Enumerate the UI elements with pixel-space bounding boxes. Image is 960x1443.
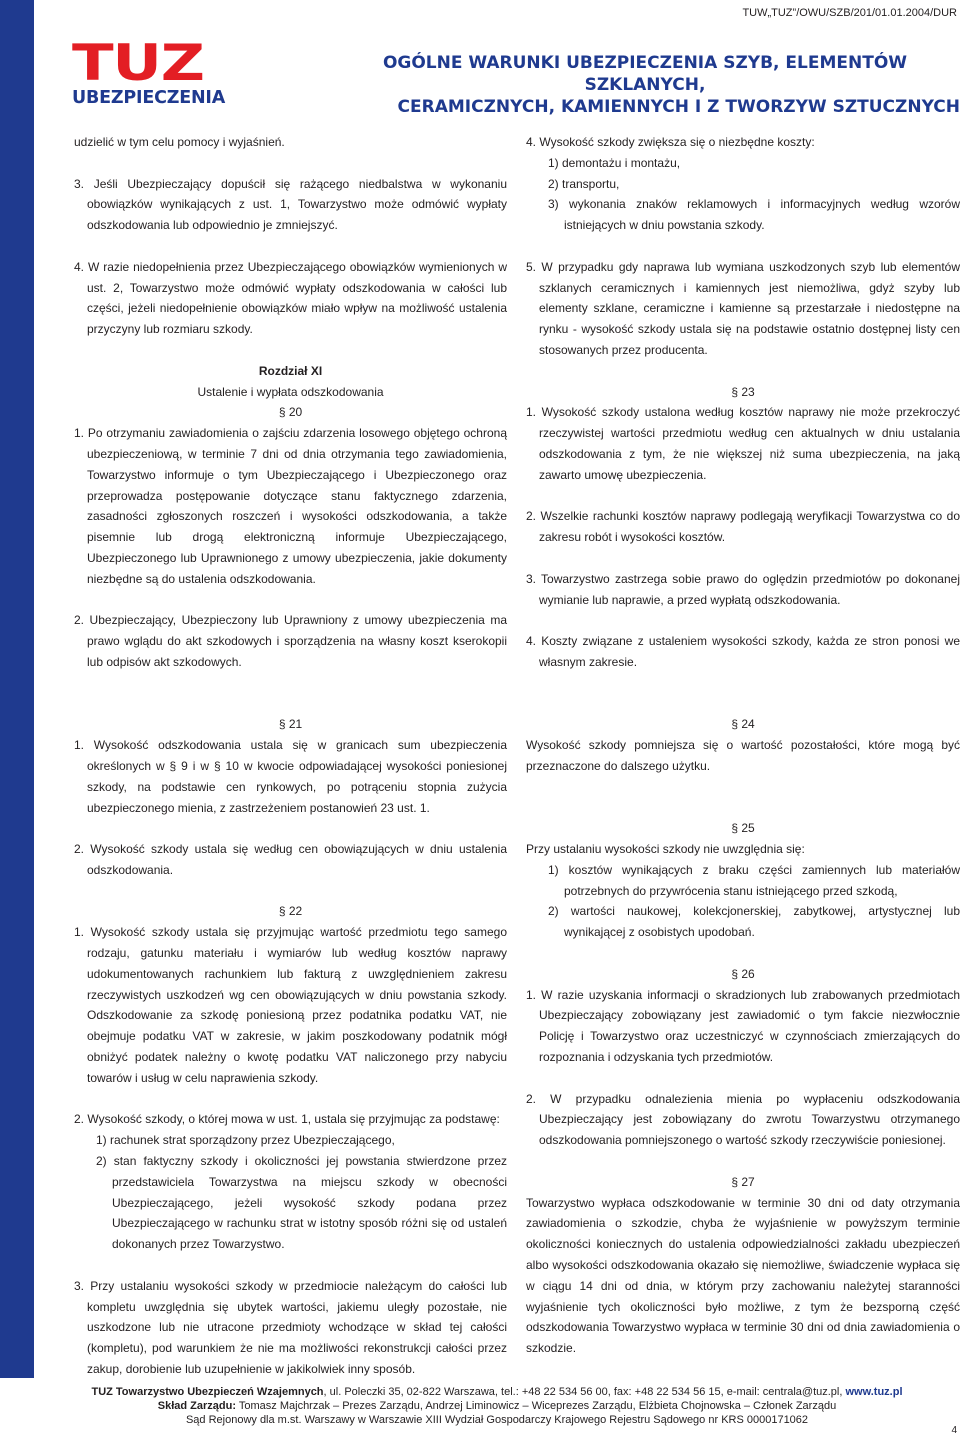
section-heading: § 21 [278, 717, 303, 732]
paragraph: 3. Jeśli Ubezpieczający dopuścił się rażącego niedbalstwa w wykonaniu obowiązków wynikających z ust. 1, Towarzystwo może odmówić wypłaty odszkodowania lub odpowiednio je zmniejszyć. [74, 176, 507, 233]
spacer [526, 486, 960, 507]
spacer [526, 361, 960, 382]
section-heading: § 27 [731, 1174, 755, 1189]
footer-board-label: Skład Zarządu: [157, 1400, 237, 1412]
spacer [74, 1089, 507, 1110]
paragraph: 1. W razie uzyskania informacji o skradzionych lub zrabowanych przedmiotach Ubezpieczający zobowiązany jest zawiadomić o tym fakcie niezwłocznie Policję i Towarzystwo oraz uczestniczyć w czynnościach zmierzających do rozpoznania i odzyskania tych przedmiotów. [526, 987, 960, 1065]
spacer [74, 236, 507, 257]
spacer [526, 694, 960, 715]
spacer [74, 590, 507, 611]
spacer [74, 694, 507, 715]
tuz-logo [72, 34, 230, 108]
section-heading: § 25 [731, 821, 755, 836]
paragraph: 5. W przypadku gdy naprawa lub wymiana uszkodzonych szyb lub elementów szklanych ceramicznych i kamiennych jest niemożliwa, gdyż szyby lub elementy szklane, ceramiczne i kamienne są przestarzałe i niedostępne na rynku - wysokość szkody ustala się na podstawie ostatnio dostępnej listy cen stosowanych przez producenta. [526, 259, 960, 357]
paragraph: udzielić w tym celu pomocy i wyjaśnień. [74, 135, 285, 149]
paragraph: 1. Wysokość szkody ustalona według kosztów naprawy nie może przekroczyć rzeczywistej wartości przedmiotu według cen aktualnych w dniu ustalania odszkodowania z tym, że nie większej niż suma ubezpieczenia, na jaką zawarto umowę ubezpieczenia. [526, 405, 960, 482]
paragraph: 4. Koszty związane z ustaleniem wysokości szkody, każda ze stron ponosi we własnym zakresie. [526, 634, 960, 669]
spacer [526, 673, 960, 694]
side-color-bar [0, 0, 34, 1378]
logo-mark: TUZ [72, 34, 204, 92]
spacer [526, 798, 960, 819]
paragraph: 1) rachunek strat sporządzony przez Ubezpieczającego, [96, 1133, 395, 1148]
paragraph: 3. Towarzystwo zastrzega sobie prawo do oględzin przedmiotów po dokonanej wymianie lub naprawie, a przed wypłatą odszkodowania. [526, 571, 960, 607]
document-code: TUW„TUZ”/OWU/SZB/201/01.01.2004/DUR [742, 7, 957, 19]
footer-line1 [34, 1385, 960, 1399]
logo-subtitle: UBEZPIECZENIA [72, 88, 226, 108]
document-title-line1: OGÓLNE WARUNKI UBEZPIECZENIA SZYB, ELEMENTÓW SZKLANYCH, [382, 53, 908, 95]
footer-board: Tomasz Majchrzak – Prezes Zarządu, Andrzej Liminowicz – Wiceprezes Zarządu, Elżbieta Chojnowska – Członek Zarządu [236, 1400, 837, 1412]
document-title-line2: CERAMICZNYCH, KAMIENNYCH I Z TWORZYW SZTUCZNYCH [397, 97, 960, 117]
section-heading: § 23 [731, 384, 755, 399]
paragraph: 2. Wysokość szkody, o której mowa w ust. 1, ustala się przyjmując za podstawę: [74, 1112, 500, 1127]
spacer [526, 1151, 960, 1172]
left-column [74, 132, 507, 1380]
spacer [74, 818, 507, 839]
spacer [526, 1068, 960, 1089]
spacer [526, 610, 960, 631]
section-heading: Ustalenie i wypłata odszkodowania [197, 384, 384, 399]
paragraph: 1. Wysokość odszkodowania ustala się w granicach sum ubezpieczenia określonych w § 9 i w § 10 w kwocie odpowiadającej wysokości poniesionej szkody, na podstawie cen rynkowych, po potrąceniu stopnia zużycia ubezpieczonego mienia, z zastrzeżeniem postanowień 23 ust. 1. [74, 738, 507, 815]
spacer [74, 673, 507, 694]
paragraph: 1. Wysokość szkody ustala się przyjmując wartość przedmiotu tego samego rodzaju, gatunku materiału i wymiarów lub według kosztów naprawy udokumentowanych rachunkiem lub fakturą z uwzględnieniem zakresu rzeczywistych uszkodzeń wg cen obowiązujących w dniu powstania szkody. Odszkodowanie za szkodę poniesioną przez podatnika podatku VAT, nie obejmuje podatku VAT w zakresie, w jakim poszkodowany podatnik mógł obniżyć podatek należny o kwotę podatku VAT naliczonego przy nabyciu towarów i usług w celu naprawienia szkody. [74, 925, 507, 1085]
paragraph: Wysokość szkody pomniejsza się o wartość pozostałości, które mogą być przeznaczone do dalszego użytku. [526, 738, 960, 773]
paragraph: 2. Wszelkie rachunki kosztów naprawy podlegają weryfikacji Towarzystwa co do zakresu robót i wysokości kosztów. [526, 509, 960, 545]
paragraph: 4. W razie niedopełnienia przez Ubezpieczającego obowiązków wymienionych w ust. 2, Towarzystwo może odmówić wypłaty odszkodowania w całości lub części, jeżeli niedopełnienie obowiązków miało wpływ na możliwość ustalenia przyczyny lub rozmiaru szkody. [74, 259, 507, 337]
spacer [526, 943, 960, 964]
section-heading: § 24 [731, 717, 755, 732]
section-heading: Rozdział XI [258, 363, 323, 378]
page-footer [34, 1385, 960, 1427]
paragraph: 1) demontażu i montażu, [548, 155, 681, 170]
paragraph: 2) transportu, [548, 176, 620, 191]
spacer [526, 236, 960, 257]
document-title [330, 52, 960, 118]
paragraph: 1. Po otrzymaniu zawiadomienia o zajściu zdarzenia losowego objętego ochroną ubezpieczeniową, w terminie 7 dni od dnia otrzymania tego zawiadomienia, Towarzystwo informuje o tym Ubezpieczającego i Ubezpieczonego oraz przeprowadza postępowanie dotyczące stanu faktycznego zdarzenia, zasadności zgłoszonych roszczeń i wysokości odszkodowania, a także pisemnie lub drogą elektroniczną informuje Ubezpieczającego, Ubezpieczonego lub Uprawnionego z umowy ubezpieczenia, jakie dokumenty niezbędne są do ustalenia odszkodowania. [74, 426, 507, 586]
footer-address: , ul. Poleczki 35, 02-822 Warszawa, tel.: +48 22 534 56 00, fax: +48 22 534 56 15, e-mail: centrala@tuz.pl, [323, 1386, 846, 1398]
spacer [74, 881, 507, 902]
paragraph: 2. Wysokość szkody ustala się według cen obowiązujących w dniu ustalenia odszkodowania. [74, 842, 507, 877]
paragraph: 1) kosztów wynikających z braku części zamiennych lub materiałów potrzebnych do przywrócenia stanu istniejącego przed szkodą, [548, 862, 960, 898]
spacer [526, 777, 960, 798]
footer-line2 [34, 1399, 960, 1413]
paragraph: 2. W przypadku odnalezienia mienia po wypłaceniu odszkodowania Ubezpieczający jest zobowiązany do zwrotu Towarzystwu otrzymanego odszkodowania pomniejszonego o wartość szkody rzeczywiście poniesionej. [526, 1091, 960, 1148]
paragraph: 2) wartości naukowej, kolekcjonerskiej, zabytkowej, artystycznej lub wynikającej z osobistych upodobań. [548, 904, 960, 940]
spacer [74, 153, 507, 174]
right-column [526, 132, 960, 1359]
footer-website-link[interactable]: www.tuz.pl [845, 1386, 903, 1398]
section-heading: § 20 [278, 405, 303, 420]
footer-company: TUZ Towarzystwo Ubezpieczeń Wzajemnych [91, 1386, 324, 1398]
paragraph: Towarzystwo wypłaca odszkodowanie w terminie 30 dni od daty otrzymania zawiadomienia o szkodzie, chyba że wyjaśnienie w powyższym terminie okoliczności koniecznych do ustalenia odpowiedzialności zakładu ubezpieczeń albo wysokości odszkodowania okazało się niemożliwe, świadczenie wypłaca się w ciągu 14 dni od dnia, w którym przy zachowaniu należytej staranności wyjaśnienie tych okoliczności było możliwe, z tym że bezsporną część odszkodowania Towarzystwo wypłaca w terminie 30 dni od dnia zawiadomienia o szkodzie. [526, 1195, 960, 1356]
spacer [74, 340, 507, 361]
spacer [74, 1255, 507, 1276]
paragraph: Przy ustalaniu wysokości szkody nie uwzględnia się: [526, 842, 805, 857]
footer-court: Sąd Rejonowy dla m.st. Warszawy w Warszawie XIII Wydział Gospodarczy Krajowego Rejestru Sądowego nr KRS 0000171062 [185, 1414, 809, 1426]
paragraph: 2) stan faktyczny szkody i okoliczności jej powstania stwierdzone przez przedstawiciela Towarzystwa na miejscu szkody w obecności Ubezpieczającego, jeżeli wysokość szkody podana przez Ubezpieczającego w rachunku strat w istotny sposób różni się od ustaleń dokonanych przez Towarzystwo. [96, 1154, 507, 1252]
section-heading: § 26 [731, 966, 755, 981]
paragraph: 2. Ubezpieczający, Ubezpieczony lub Uprawniony z umowy ubezpieczenia ma prawo wglądu do akt szkodowych i sporządzenia na własny koszt kserokopii lub odpisów akt szkodowych. [74, 613, 507, 669]
paragraph: 4. Wysokość szkody zwiększa się o niezbędne koszty: [526, 135, 815, 149]
page-number: 4 [951, 1425, 957, 1436]
paragraph: 3) wykonania znaków reklamowych i informacyjnych według wzorów istniejących w dniu powstania szkody. [548, 197, 960, 233]
paragraph: 3. Przy ustalaniu wysokości szkody w przedmiocie należącym do całości lub kompletu uwzględnia się ubytek wartości, jakiemu uległy pozostałe, nie uszkodzone lub nie utracone przedmioty wchodzące w skład tej całości (kompletu), pod warunkiem że nie ma możliwości rekonstrukcji całości przez zakup, dorobienie lub uzupełnienie w jakikolwiek inny sposób. [74, 1278, 507, 1377]
spacer [526, 548, 960, 569]
section-heading: § 22 [278, 904, 303, 919]
